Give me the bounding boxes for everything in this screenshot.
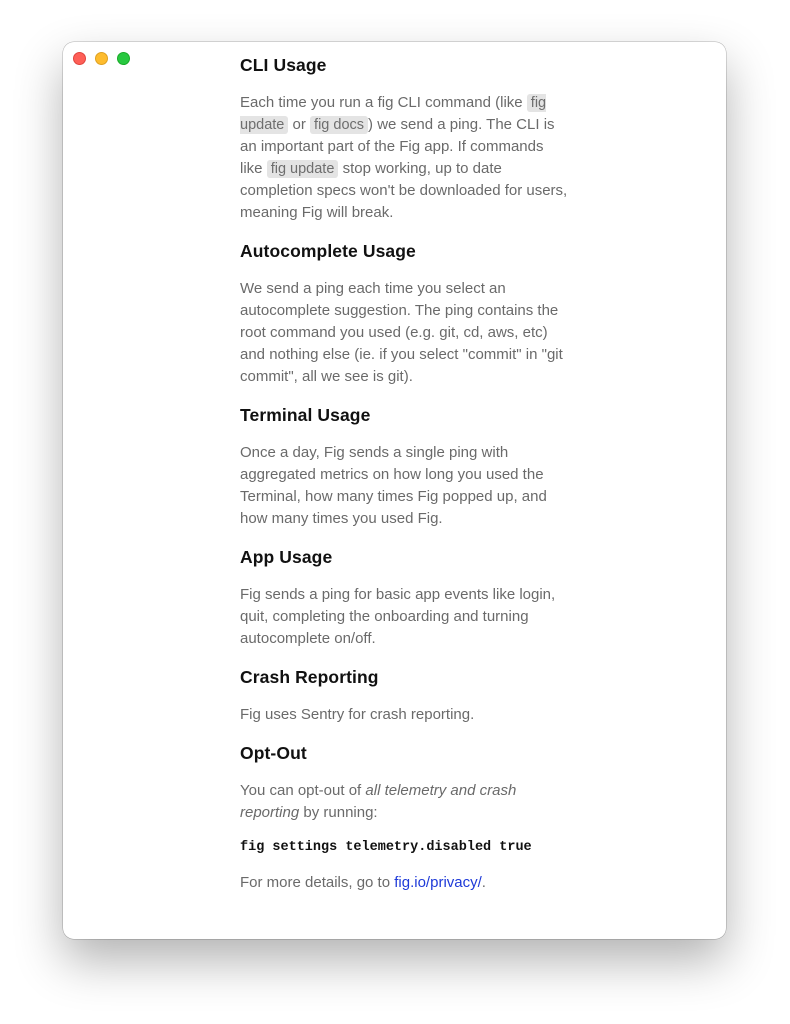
app-usage-heading: App Usage <box>240 547 333 567</box>
app-usage-text: Fig sends a ping for basic app events like login, quit, completing the onboarding and turning autocomplete on/off. <box>240 586 556 647</box>
opt-out-text-2: by running: <box>303 804 378 821</box>
minimize-window-button[interactable] <box>95 52 108 65</box>
autocomplete-usage-text: We send a ping each time you select an autocomplete suggestion. The ping contains the root command you used (e.g. git, cd, aws, etc) and nothing else (ie. if you select "commit" in "git commit", all we see is git). <box>240 280 563 385</box>
app-window <box>63 42 726 939</box>
opt-out-command: fig settings telemetry.disabled true <box>240 840 532 855</box>
privacy-link[interactable]: fig.io/privacy/ <box>394 874 482 891</box>
crash-reporting-heading: Crash Reporting <box>240 667 379 687</box>
close-window-button[interactable] <box>73 52 86 65</box>
zoom-window-button[interactable] <box>117 52 130 65</box>
more-details-prefix: For more details, go to <box>240 874 391 891</box>
cli-text-3: stop working, up to date completion specs won't be downloaded for users, meaning Fig will break. <box>240 160 568 221</box>
crash-reporting-text: Fig uses Sentry for crash reporting. <box>240 706 475 723</box>
cli-usage-heading: CLI Usage <box>240 55 327 75</box>
code-fig-docs: fig docs <box>310 116 368 134</box>
code-fig-update-2: fig update <box>267 160 339 178</box>
opt-out-text-1: You can opt-out of <box>240 782 362 799</box>
code-fig-update: fig update <box>240 95 547 133</box>
cli-text-2: ) we send a ping. The CLI is an important part of the Fig app. If commands like <box>240 116 555 177</box>
more-details-text <box>240 872 570 894</box>
cli-usage-text <box>240 92 570 224</box>
autocomplete-usage-heading: Autocomplete Usage <box>240 241 416 261</box>
cli-text-1: Each time you run a fig CLI command (like <box>240 94 523 111</box>
terminal-usage-heading: Terminal Usage <box>240 405 371 425</box>
more-details-suffix: . <box>481 874 486 891</box>
privacy-content <box>240 42 570 894</box>
cli-or: or <box>292 116 306 133</box>
terminal-usage-text: Once a day, Fig sends a single ping with aggregated metrics on how long you used the Terminal, how many times Fig popped up, and how many times you used Fig. <box>240 444 547 527</box>
opt-out-emphasis: all telemetry and crash reporting <box>240 782 517 821</box>
opt-out-text <box>240 780 570 824</box>
window-controls <box>73 52 130 65</box>
opt-out-heading: Opt-Out <box>240 743 307 763</box>
